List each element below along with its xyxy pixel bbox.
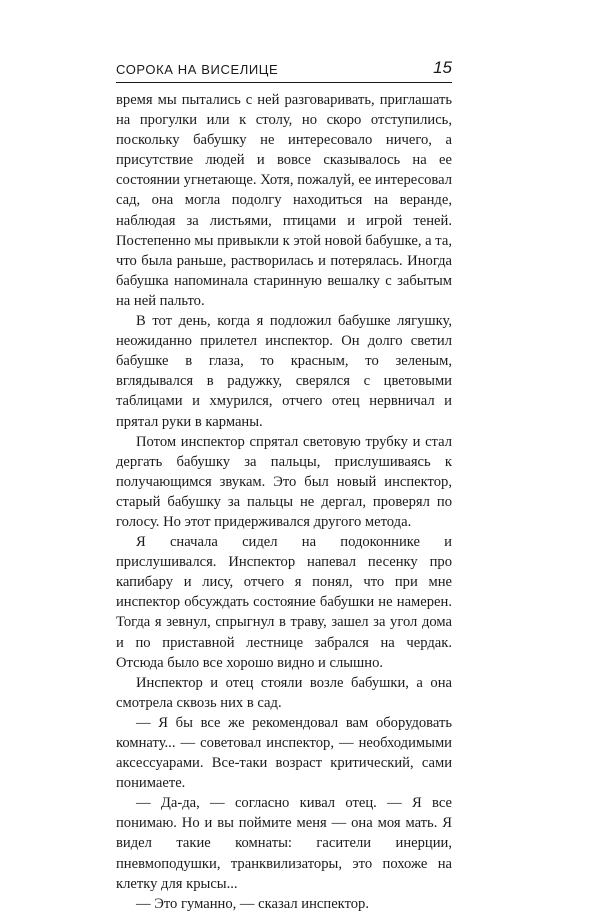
header-rule bbox=[116, 82, 452, 83]
paragraph: Я сначала сидел на подоконнике и прислушивался. Инспектор напевал песенку про капибару и лису, отчего я понял, что при мне инспектор обсуждать состояние бабушки не намерен. Тогда я зевнул, спрыгнул в траву, зашел за угол дома и по приставной лестнице забрался на чердак. Отсюда было все хорошо видно и слышно. bbox=[116, 534, 452, 671]
running-title: СОРОКА НА ВИСЕЛИЦЕ bbox=[116, 62, 279, 77]
page-header bbox=[116, 58, 452, 84]
dialogue-line: — Это гуманно, — сказал инспектор. bbox=[136, 895, 370, 912]
dialogue-line: — Да-да, — согласно кивал отец. — Я все понимаю. Но и вы поймите меня — она моя мать. Я видел такие комнаты: гасители инерции, пневмоподушки, транквилизаторы, это похоже на клетку для крысы... bbox=[116, 795, 452, 892]
page-number: 15 bbox=[433, 58, 452, 77]
dialogue-line: — Я бы все же рекомендовал вам оборудовать комнату... — советовал инспектор, — необходимыми аксессуарами. Все-таки возраст критический, сами понимаете. bbox=[116, 714, 452, 792]
paragraph: время мы пытались с ней разговаривать, приглашать на прогулки или к столу, но скоро отступились, поскольку бабушку не интересовало ничего, а присутствие людей и вовсе сказывалось на ее состоянии угнетающе. Хотя, пожалуй, ее интересовал сад, она могла подолгу находиться на веранде, наблюдая за листьями, птицами и игрой теней. Постепенно мы привыкли к этой новой бабушке, а та, что была раньше, растворилась и потерялась. Иногда бабушка напоминала старинную вешалку с забытым на ней пальто. bbox=[116, 92, 452, 309]
paragraph: Потом инспектор спрятал световую трубку и стал дергать бабушку за пальцы, прислушиваясь к получающимся звукам. Это был новый инспектор, старый бабушку за пальцы не дергал, проверял по голосу. Но этот придерживался другого метода. bbox=[116, 433, 452, 530]
paragraph: Инспектор и отец стояли возле бабушки, а она смотрела сквозь них в сад. bbox=[116, 674, 452, 711]
paragraph: В тот день, когда я подложил бабушке лягушку, неожиданно прилетел инспектор. Он долго светил бабушке в глаза, то красным, то зеленым, вглядывался в радужку, сверялся с цветовыми таблицами и хмурился, отчего отец нервничал и прятал руки в карманы. bbox=[116, 313, 452, 430]
page-body bbox=[116, 90, 452, 914]
